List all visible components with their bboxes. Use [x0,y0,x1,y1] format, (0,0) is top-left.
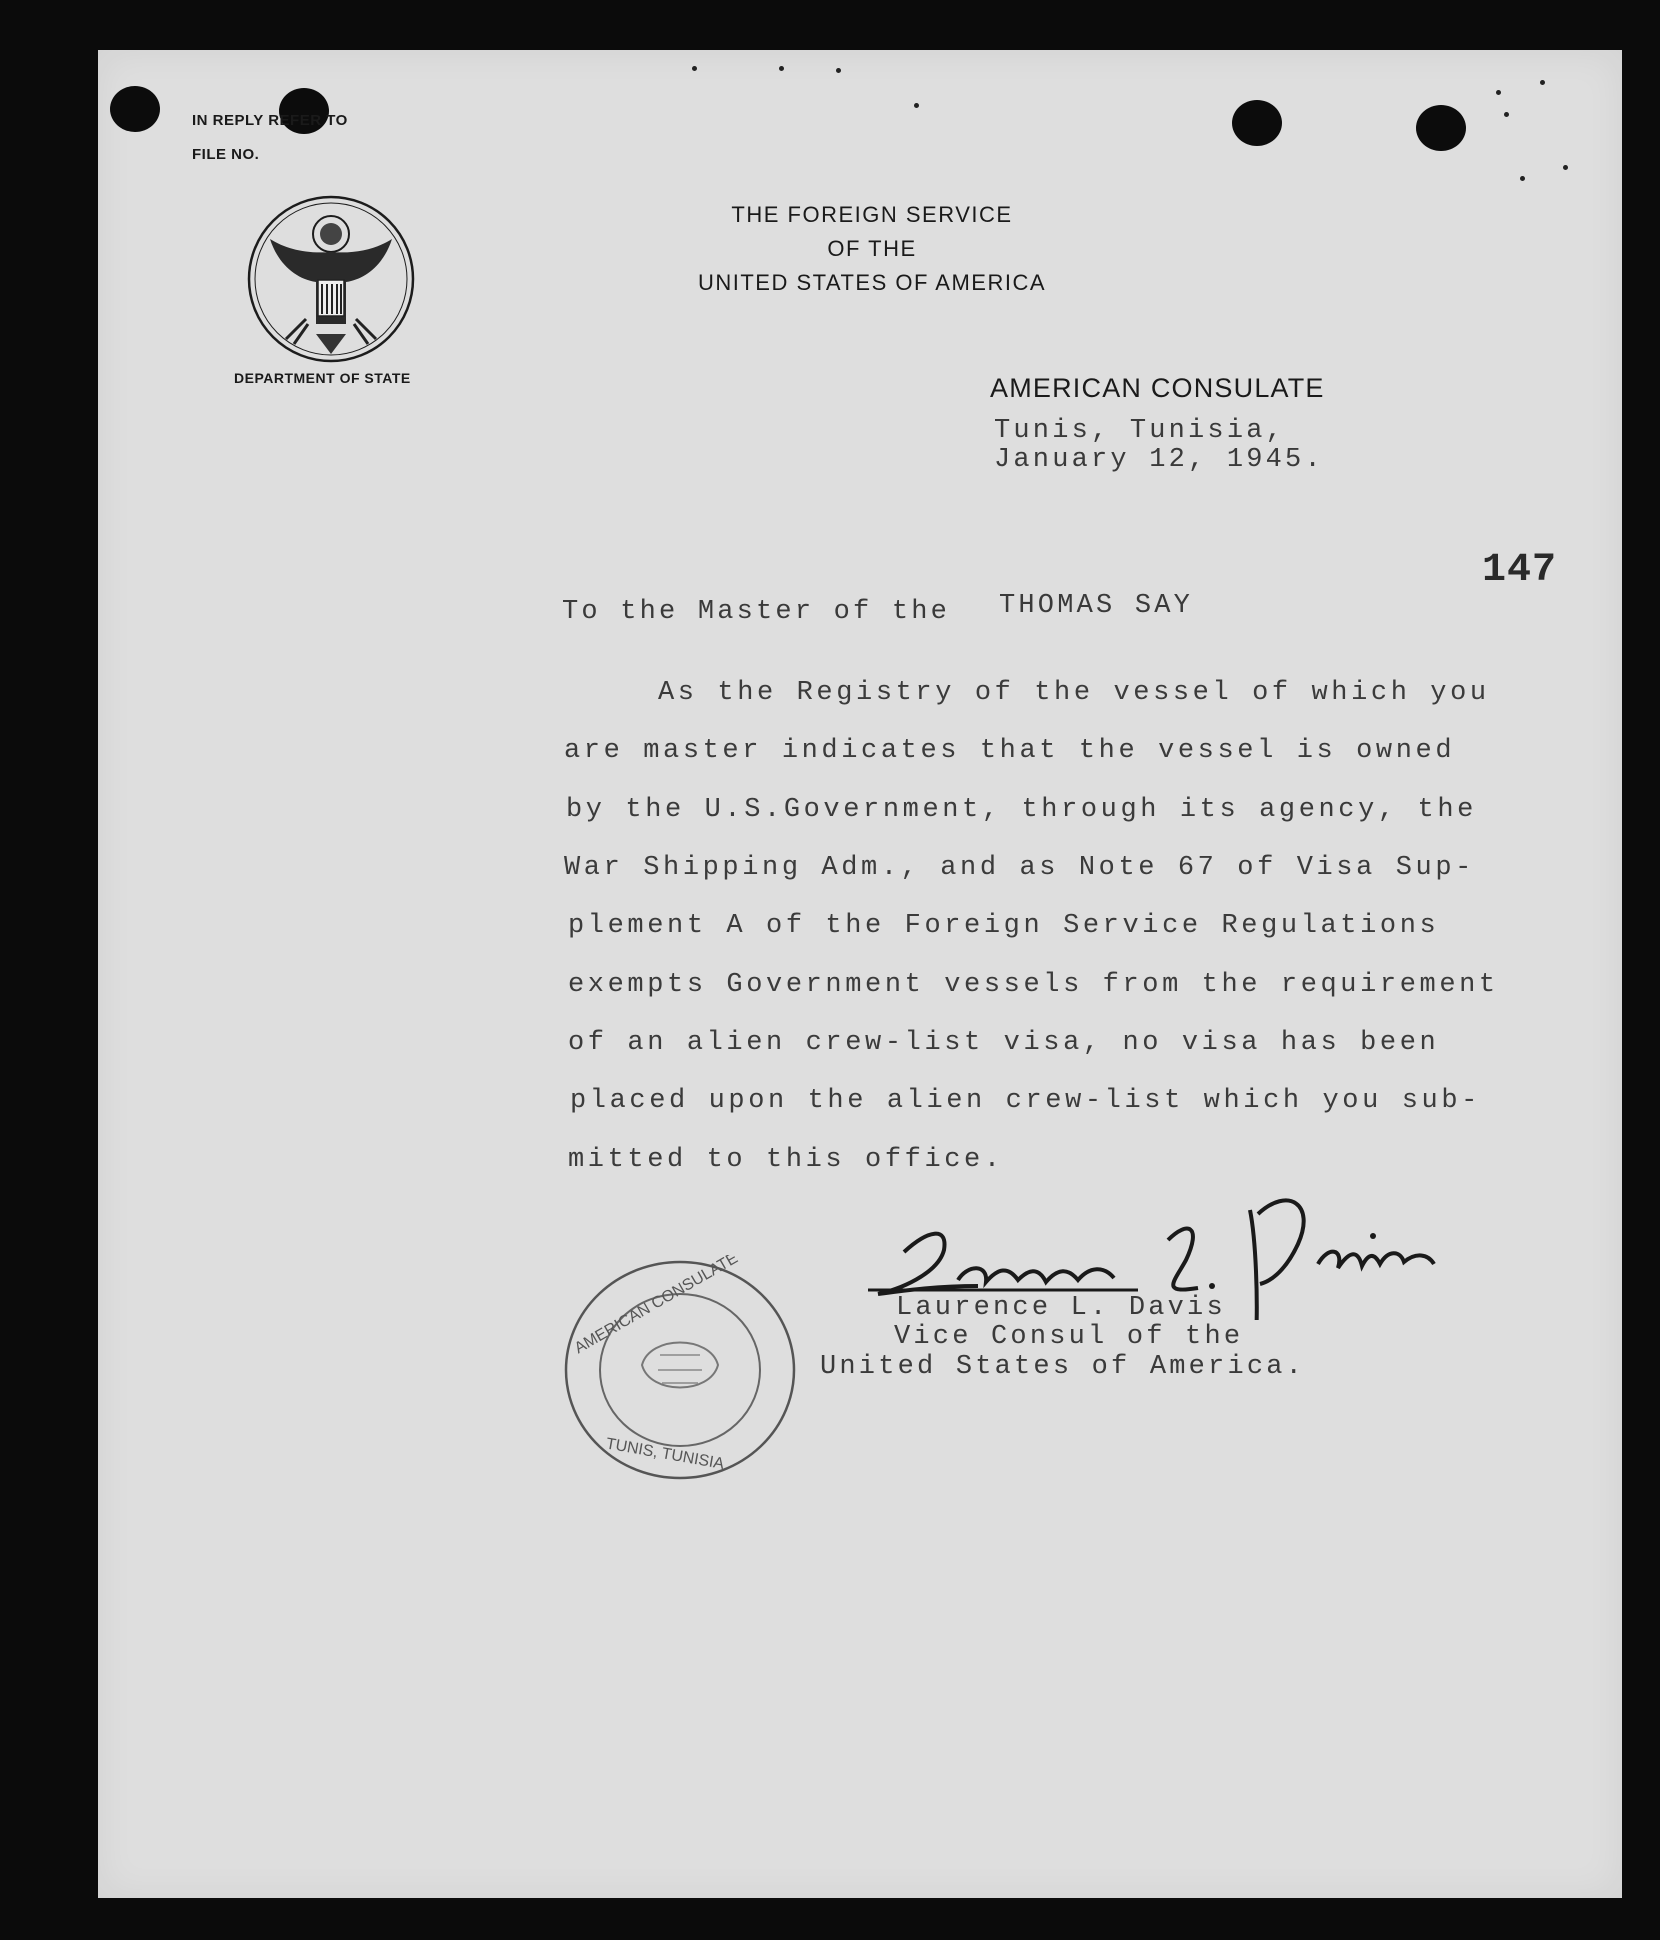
place: Tunis, Tunisia, [994,416,1286,446]
service-line-3: UNITED STATES OF AMERICA [697,270,1047,295]
body-line: exempts Government vessels from the requirement [568,970,1499,1000]
punch-hole [1232,100,1282,146]
stamp-text-top: AMERICAN CONSULATE [571,1255,741,1358]
service-line-1: THE FOREIGN SERVICE [731,202,1013,227]
department-label: DEPARTMENT OF STATE [234,370,411,386]
great-seal-icon [246,194,416,364]
body-line: plement A of the Foreign Service Regulations [568,911,1440,941]
punch-hole [1416,105,1466,151]
speck [1504,112,1509,117]
stamp-text-bottom: TUNIS, TUNISIA [604,1435,726,1473]
speck [1520,176,1525,181]
addressee-prefix: To the Master of the [562,597,951,627]
speck [914,103,919,108]
body-line: by the U.S.Government, through its agency, the [566,795,1477,825]
punch-hole [110,86,160,132]
file-label: FILE NO. [192,146,260,163]
speck [1563,165,1568,170]
speck [692,66,697,71]
body-line: mitted to this office. [568,1145,1004,1175]
letter-page [98,50,1622,1898]
speck [1496,90,1501,95]
body-line: are master indicates that the vessel is owned [564,736,1456,766]
body-line: of an alien crew-list visa, no visa has been [568,1028,1440,1058]
date: January 12, 1945. [994,445,1324,475]
speck [779,66,784,71]
body-line: placed upon the alien crew-list which you sub- [570,1086,1481,1116]
office-title: AMERICAN CONSULATE [990,373,1325,403]
vessel-name: THOMAS SAY [999,591,1194,621]
reply-label: IN REPLY REFER TO [192,112,348,129]
service-line-2: OF THE [827,236,917,261]
body-line: War Shipping Adm., and as Note 67 of Visa Sup- [564,853,1475,883]
speck [1540,80,1545,85]
document-number: 147 [1482,548,1558,593]
consulate-stamp [560,1255,800,1485]
speck [836,68,841,73]
signer-title-line-1: Vice Consul of the [894,1322,1244,1352]
signer-title-line-2: United States of America. [820,1352,1306,1382]
body-line: As the Registry of the vessel of which you [658,678,1490,708]
signer-name: Laurence L. Davis [896,1293,1226,1323]
